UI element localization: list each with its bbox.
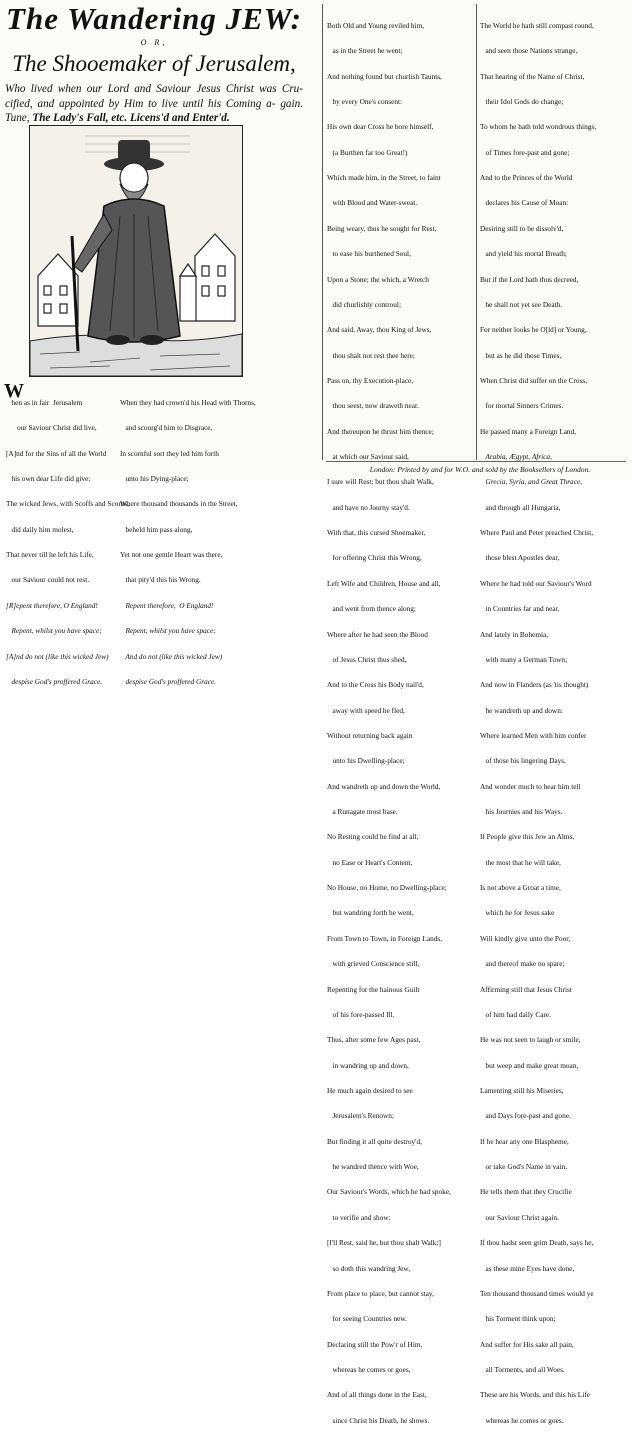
verse-line: From place to place, but cannot stay, — [327, 1288, 434, 1298]
verse-line: He much again desired to see — [327, 1086, 413, 1095]
verse-line: our Saviour could not rest. — [6, 575, 90, 585]
verse-line: for offering Christ this Wrong, — [327, 553, 422, 563]
verse-line: No Resting could he find at all, — [327, 832, 419, 842]
title-line-2: The Shooemaker of Jerusalem, — [12, 51, 296, 76]
column-3 — [327, 5, 451, 1442]
verse-line: If People give this Jew an Alms, — [480, 832, 575, 842]
verse-line: whereas he comes or goes, — [327, 1364, 411, 1374]
verse-line: away with speed he fled, — [327, 705, 405, 715]
verse-line: he wandred thence with Woe, — [327, 1162, 419, 1172]
verse-line: And wandreth up and down the World, — [327, 781, 441, 791]
verse-line: Is not above a Groat a time, — [480, 883, 561, 893]
verse-line: with many a German Town; — [480, 654, 568, 664]
verse-line: His own dear Cross he bore himself, — [327, 122, 434, 132]
wandering-jew-woodcut-icon — [30, 126, 242, 376]
verse-line: since Christ his Death, he shows. — [327, 1415, 430, 1425]
verse-line: and Days fore-past and gone. — [480, 1111, 571, 1121]
verse-line: as in the Street he went; — [327, 46, 403, 56]
verse-line: and seen those Nations strange, — [480, 46, 578, 56]
verse-line: and thereof make no spare; — [480, 959, 565, 969]
imprint-rule — [326, 461, 626, 462]
chorus-line: And do not (like this wicked Jew) — [120, 651, 223, 661]
verse-line: With that, this cursed Shoemaker, — [327, 528, 426, 538]
verse-line: with grieved Conscience still, — [327, 959, 420, 969]
verse-line: but weep and make great moan, — [480, 1060, 579, 1070]
subtitle-line-3: gain. Tune, — [5, 97, 304, 124]
verse-line: Where after he had seen the Blood — [327, 629, 428, 639]
verse-line: Which made him, in the Street, to faint — [327, 173, 441, 183]
verse-line: unto his Dwelling-place; — [327, 756, 405, 766]
verse-line: Desiring still to be dissolv'd, — [480, 223, 564, 233]
chorus-line: despise God's proffered Grace. — [120, 676, 217, 686]
verse-line: Where he had told our Saviour's Word — [480, 578, 592, 588]
tune-name: The Lady's Fall, etc. — [32, 112, 128, 124]
verse-line: unto his Dying-place; — [120, 473, 189, 483]
verse-line: In scornful sort they led him forth — [120, 448, 219, 458]
verse-line: did churlishly controul; — [327, 299, 401, 309]
chorus-line: Repent, whilst you have space; — [6, 626, 102, 636]
verse-line: That hearing of the Name of Christ, — [480, 71, 585, 81]
verse-line: These are his Words, and this his Life — [480, 1390, 590, 1400]
verse-line: for mortal Sinners Crimes. — [480, 401, 564, 411]
verse-line: beheld him pass along, — [120, 524, 193, 534]
verse-line: their Idol Gods do change; — [480, 96, 564, 106]
verse-line: of him had daily Care. — [480, 1009, 551, 1019]
verse-line: Both Old and Young reviled him, — [327, 20, 425, 30]
verse-line: To whom he hath told wondrous things, — [480, 122, 597, 132]
verse-line: in Countries far and near. — [480, 604, 560, 614]
verse-line: The World he hath still compast round, — [480, 20, 594, 30]
verse-line: or take God's Name in vain, — [480, 1162, 568, 1172]
verse-line: From Town to Town, in Foreign Lands, — [327, 933, 443, 943]
verse-line: whereas he comes or goes. — [480, 1415, 564, 1425]
verse-line: our Saviour Christ did live, — [6, 423, 97, 433]
verse-line: hen as in fair Jerusalem — [6, 397, 83, 407]
verse-line: Without returning back again — [327, 730, 413, 740]
subtitle-line-2: cified, and appointed by Him to live until his Coming a- — [5, 97, 276, 110]
verse-line: he wandreth up and down: — [480, 705, 563, 715]
verse-line: our Saviour Christ again. — [480, 1212, 559, 1222]
chorus-line: despise God's proffered Grace. — [6, 676, 103, 686]
verse-line: Thus, after some few Ages past, — [327, 1035, 421, 1045]
verse-line: but wandring forth he went, — [327, 908, 414, 918]
verse-line: But finding it all quite destroy'd, — [327, 1136, 422, 1146]
column-1 — [6, 382, 129, 703]
or-text: O R, — [140, 38, 168, 47]
verse-line: And nothing found but churlish Taunts, — [327, 71, 442, 81]
verse-line: his Journies and his Ways. — [480, 807, 563, 817]
verse-line: Grecia, Syria, and Great Thrace, — [480, 477, 583, 487]
verse-line: his Torment think upon; — [480, 1314, 556, 1324]
verse-line: no Ease or Heart's Content, — [327, 857, 413, 867]
chorus-line: Repent therefore, O England! — [120, 600, 214, 610]
verse-line: Will kindly give unto the Poor, — [480, 933, 571, 943]
verse-line: to ease his burthened Soul, — [327, 249, 411, 259]
verse-line: and scourg'd him to Disgrace, — [120, 423, 213, 433]
chorus-line: Repent, whilst you have space; — [120, 626, 216, 636]
verse-line: Being weary, thus he sought for Rest, — [327, 223, 437, 233]
verse-line: And to the Cross his Body nail'd, — [327, 680, 424, 690]
verse-line: of his fore-passed Ill. — [327, 1009, 395, 1019]
verse-line: And thereupon he thrust him thence; — [327, 426, 434, 436]
verse-line: Where Paul and Peter preached Christ, — [480, 528, 594, 538]
verse-line: And lately in Bohemia, — [480, 629, 549, 639]
verse-line: he shall not yet see Death. — [480, 299, 563, 309]
license-note: Licens'd and Enter'd. — [129, 112, 230, 124]
verse-line: For neither looks he O[ld] or Young, — [480, 325, 587, 335]
chorus-line: [R]epent therefore, O England! — [6, 600, 98, 610]
verse-line: Ten thousand thousand times would ye — [480, 1288, 594, 1298]
verse-line: And wonder much to hear him tell — [480, 781, 581, 791]
subtitle-line-1: Who lived when our Lord and Saviour Jesus Christ was Cru- — [5, 83, 303, 95]
verse-line: by every One's consent: — [327, 96, 403, 106]
woodcut-illustration — [29, 125, 243, 377]
verse-line: did daily him molest, — [6, 524, 74, 534]
verse-line: Repenting for the hainous Guilt — [327, 984, 420, 994]
verse-line: of Jesus Christ thus shed, — [327, 654, 407, 664]
verse-line: his own dear Life did give; — [6, 473, 91, 483]
verse-line: Declaring still the Pow'r of Him, — [327, 1339, 423, 1349]
verse-line: thou shalt not rest thee here; — [327, 350, 415, 360]
column-2 — [120, 382, 256, 703]
verse-line: I sure will Rest; but thou shalt Walk, — [327, 477, 434, 487]
verse-line: declares his Cause of Moan: — [480, 198, 569, 208]
verse-line: Where thousand thousands in the Street, — [120, 499, 238, 509]
verse-line: When they had crown'd his Head with Thorns, — [120, 397, 256, 407]
verse-line: as these mine Eyes have done, — [480, 1263, 575, 1273]
verse-line: No House, no Home, no Dwelling-place; — [327, 883, 447, 893]
verse-line: and through all Hungaria, — [480, 502, 561, 512]
verse-line: When Christ did suffer on the Cross, — [480, 375, 588, 385]
verse-line: He passed many a Foreign Land, — [480, 426, 577, 436]
verse-line: (a Burthen far too Great!) — [327, 147, 408, 157]
verse-line: Affirming still that Jesus Christ — [480, 984, 572, 994]
verse-line: Where learned Men with him confer — [480, 730, 587, 740]
verse-line: all Torments, and all Woes. — [480, 1364, 565, 1374]
verse-line: which he for Jesus sake — [480, 908, 555, 918]
drop-cap: W — [4, 380, 24, 402]
verse-line: Yet not one gentle Heart was there, — [120, 550, 223, 560]
title-line-1: The Wandering JEW: — [6, 1, 302, 36]
column-4 — [480, 5, 596, 1442]
column-divider — [322, 4, 323, 460]
verse-line: the most that he will take, — [480, 857, 561, 867]
verse-line: And said, Away, thou King of Jews, — [327, 325, 432, 335]
verse-line: And to the Princes of the World — [480, 173, 573, 183]
verse-line: with Blood and Water-sweat. — [327, 198, 418, 208]
imprint: London: Printed by and for W.O. and sold by the Booksellers of London. — [369, 465, 591, 474]
verse-line: If he hear any one Blaspheme, — [480, 1136, 569, 1146]
verse-line: that pity'd this his Wrong. — [120, 575, 201, 585]
verse-line: But if the Lord hath thus decreed, — [480, 274, 579, 284]
chorus-line: [A]nd do not (like this wicked Jew) — [6, 651, 109, 661]
verse-line: and have no Journy stay'd. — [327, 502, 410, 512]
verse-line: [I'll Rest, said he, but thou shalt Walk;] — [327, 1238, 441, 1248]
column-divider — [476, 4, 477, 460]
verse-line: [A]nd for the Sins of all the World — [6, 448, 107, 458]
verse-line: Jerusalem's Renown; — [327, 1111, 394, 1121]
verse-line: to verifie and show: — [327, 1212, 391, 1222]
verse-line: And now in Flanders (as 'tis thought) — [480, 680, 589, 690]
subtitle — [5, 82, 303, 126]
verse-line: in wandring up and down, — [327, 1060, 409, 1070]
verse-line: and went from thence along; — [327, 604, 416, 614]
verse-line: at which our Saviour said, — [327, 452, 409, 462]
verse-line: And suffer for His sake all pain, — [480, 1339, 574, 1349]
verse-line: Lamenting still his Miseries, — [480, 1086, 564, 1095]
verse-line: The wicked Jews, with Scoffs and Scorns, — [6, 499, 130, 509]
verse-line: but as he did those Times, — [480, 350, 562, 360]
verse-line: Upon a Stone; the which, a Wretch — [327, 274, 429, 284]
verse-line: Pass on, thy Execution-place, — [327, 375, 414, 385]
verse-line: so doth this wandring Jew, — [327, 1263, 411, 1273]
verse-line: those blest Apostles dear, — [480, 553, 560, 563]
verse-line: of Times fore-past and gone; — [480, 147, 570, 157]
verse-line: He tells them that they Crucifie — [480, 1187, 572, 1197]
verse-line: Arabia, Ægypt, Africa, — [480, 452, 552, 462]
verse-line: for seeing Countries new. — [327, 1314, 407, 1324]
verse-line: Our Saviour's Words, which he had spoke, — [327, 1187, 451, 1197]
verse-line: and yield his mortal Breath; — [480, 249, 567, 259]
verse-line: of those his lingering Days, — [480, 756, 566, 766]
verse-line: That never till he left his Life, — [6, 550, 94, 560]
verse-line: Left Wife and Children, House and all, — [327, 578, 441, 588]
verse-line: He was not seen to laugh or smile, — [480, 1035, 581, 1045]
verse-line: If thou hadst seen grim Death, says he, — [480, 1238, 594, 1248]
verse-line: thou seest, now draweth near. — [327, 401, 419, 411]
verse-line: And of all things done in the East, — [327, 1390, 427, 1400]
verse-line: a Runagate most base. — [327, 807, 398, 817]
